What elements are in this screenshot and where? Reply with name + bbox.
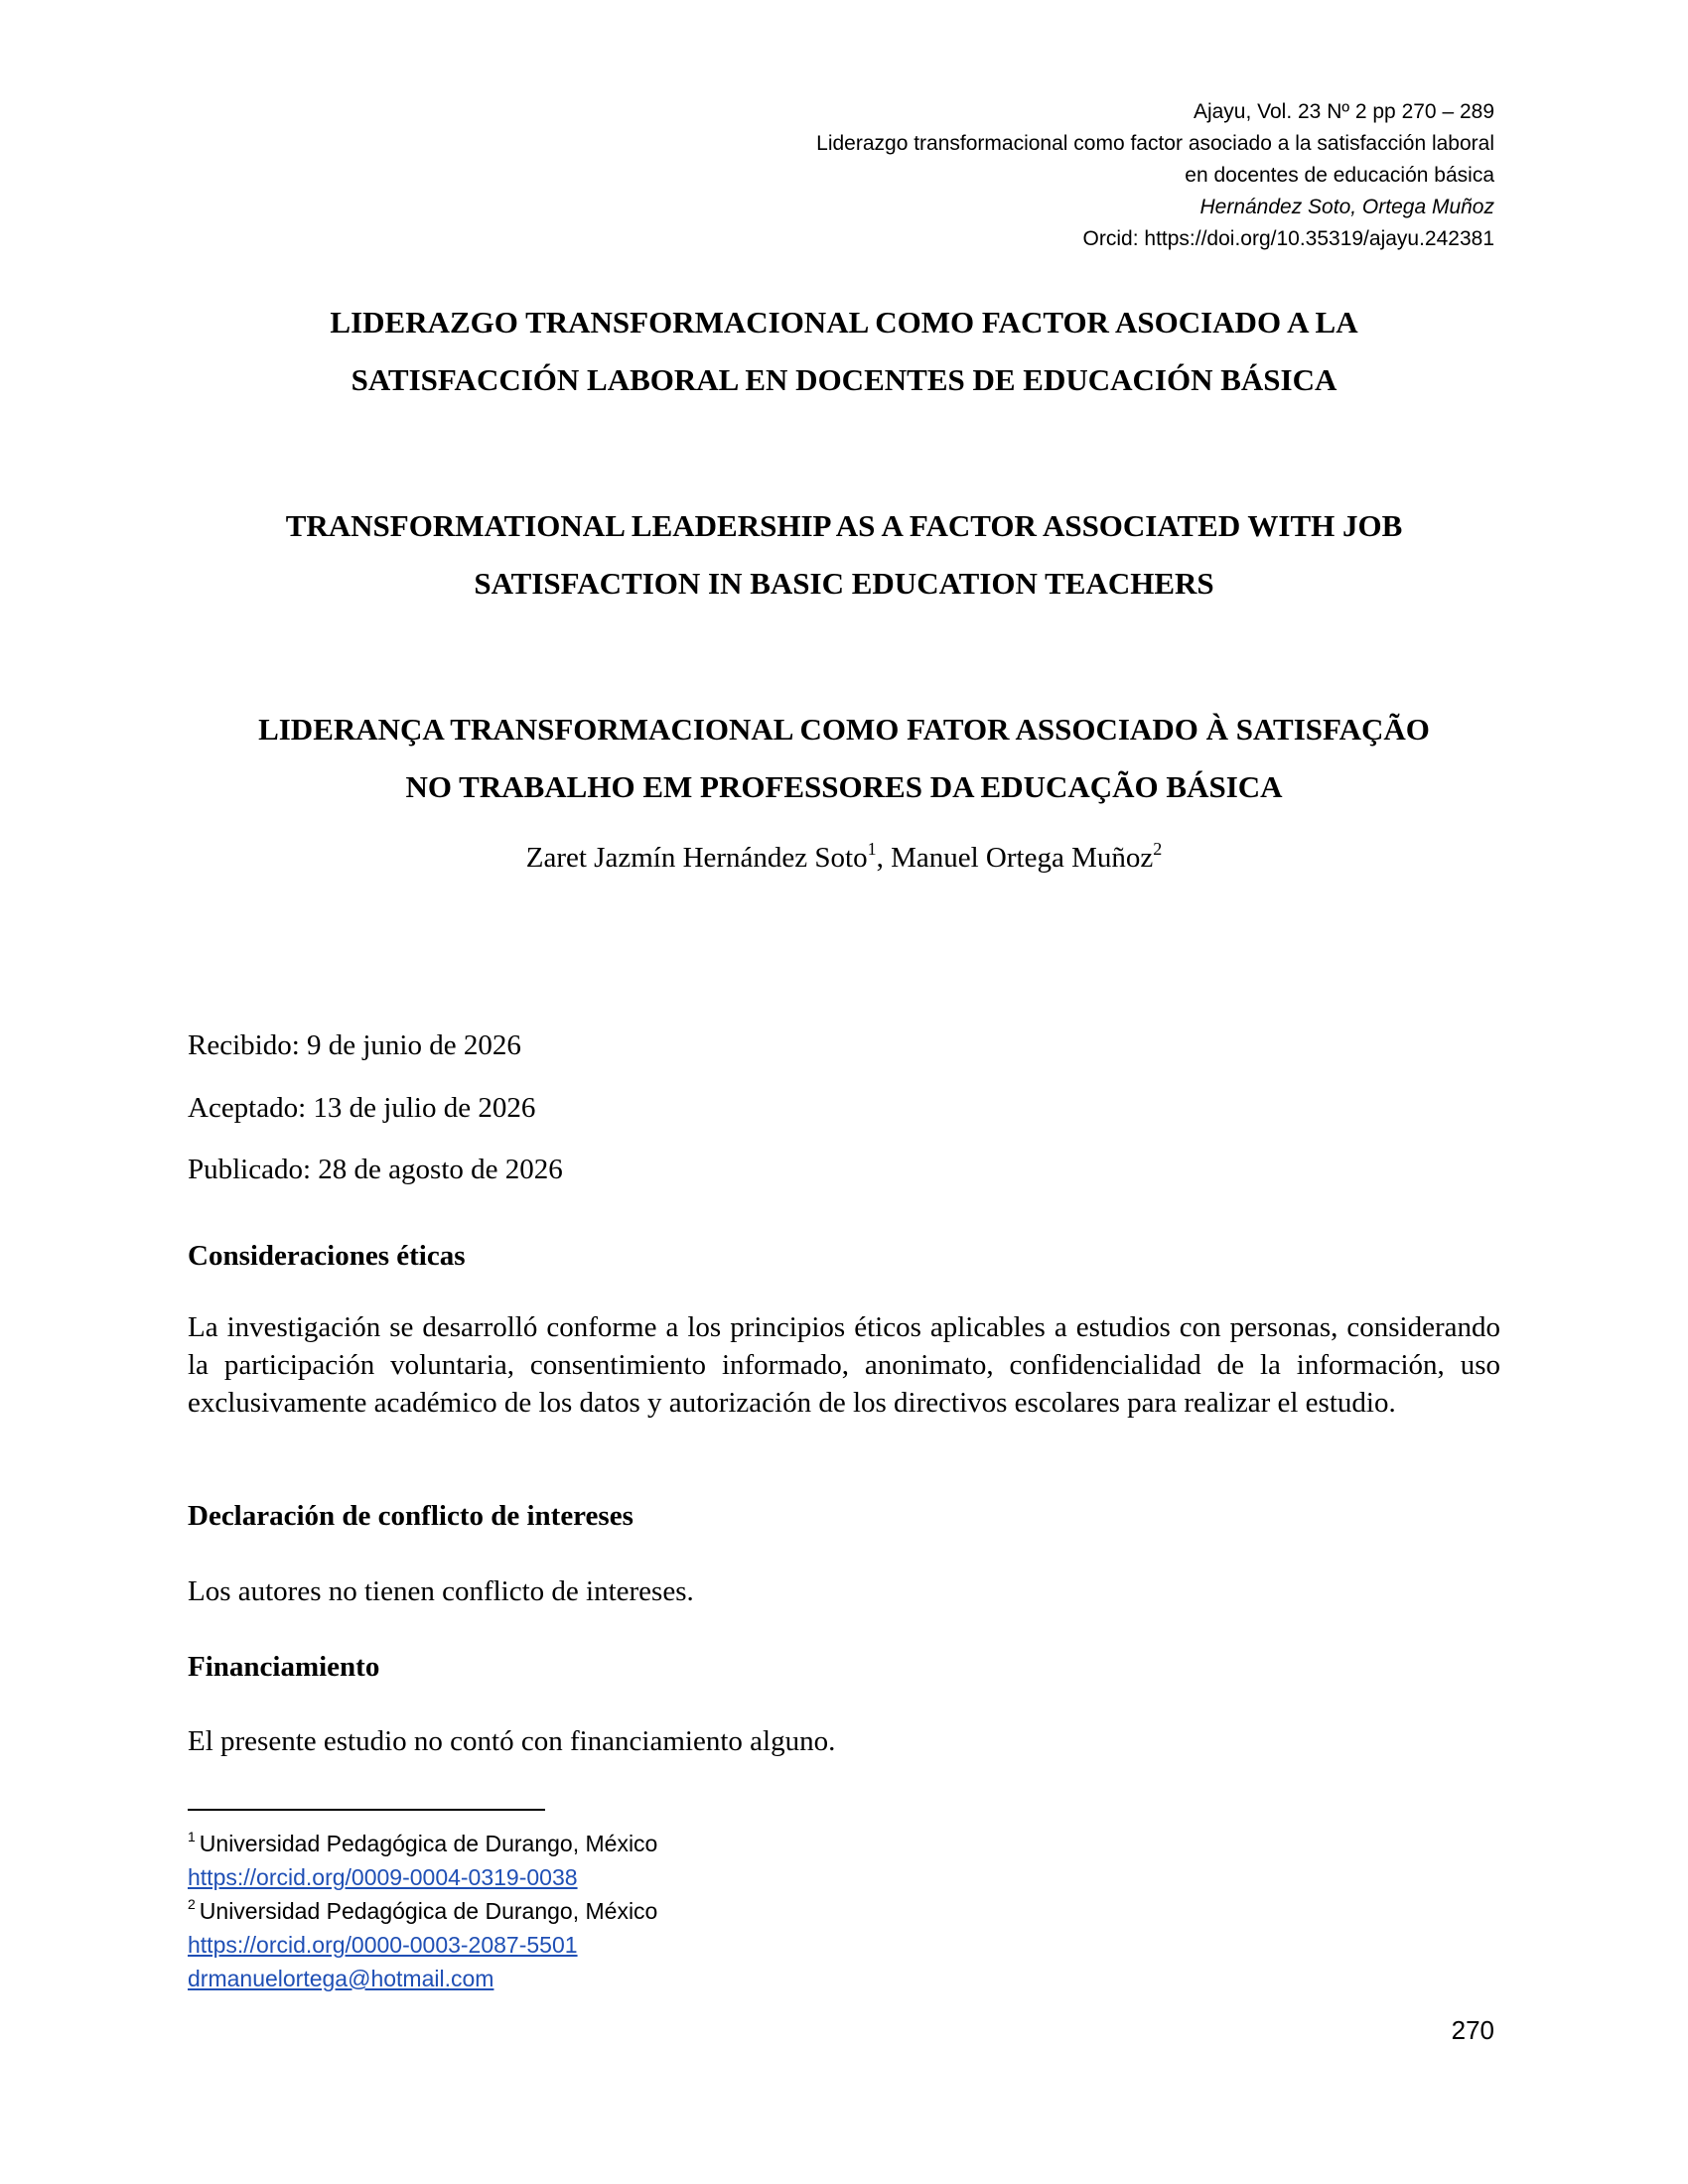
title-english — [159, 497, 1529, 613]
received-date: Recibido: 9 de junio de 2026 — [188, 1029, 521, 1061]
title-spanish-line-1: LIDERAZGO TRANSFORMACIONAL COMO FACTOR ASOCIADO A LA — [330, 305, 1358, 340]
footnotes — [188, 1827, 982, 1995]
footnote-1-mark: 1 — [188, 1829, 196, 1844]
title-portuguese-line-2: NO TRABALHO EM PROFESSORES DA EDUCAÇÃO BÁSICA — [405, 769, 1283, 804]
page-number: 270 — [1451, 2015, 1494, 2045]
footnote-2-email-link[interactable]: drmanuelortega@hotmail.com — [188, 1966, 494, 1991]
footnote-2 — [188, 1894, 982, 1928]
title-portuguese — [159, 701, 1529, 816]
footnote-2-orcid-link[interactable]: https://orcid.org/0000-0003-2087-5501 — [188, 1932, 578, 1958]
title-portuguese-line-1: LIDERANÇA TRANSFORMACIONAL COMO FATOR ASSOCIADO À SATISFAÇÃO — [258, 712, 1430, 747]
funding-paragraph: El presente estudio no contó con financiamiento alguno. — [188, 1725, 836, 1757]
author-separator: , — [876, 842, 892, 874]
footnote-2-affiliation: Universidad Pedagógica de Durango, México — [199, 1898, 658, 1924]
title-spanish — [159, 294, 1529, 409]
title-english-line-1: TRANSFORMATIONAL LEADERSHIP AS A FACTOR ASSOCIATED WITH JOB — [285, 508, 1403, 543]
title-spanish-line-2: SATISFACCIÓN LABORAL EN DOCENTES DE EDUCACIÓN BÁSICA — [351, 362, 1337, 397]
journal-citation: Ajayu, Vol. 23 Nº 2 pp 270 – 289 — [1193, 100, 1494, 123]
footnote-1-affiliation: Universidad Pedagógica de Durango, México — [199, 1831, 658, 1856]
footnote-separator — [188, 1809, 545, 1811]
author-1: Zaret Jazmín Hernández Soto — [525, 842, 868, 874]
footnote-2-mark: 2 — [188, 1896, 196, 1912]
ethics-paragraph: La investigación se desarrolló conforme a los principios éticos aplicables a estudios con personas, considerando la participación voluntaria, consentimiento informado, anonimato, confidencialidad de la información, uso exclusivamente académico de los datos y autorización de los directivos escolares para realizar el estudio. — [188, 1311, 1500, 1419]
running-title-line-2: en docentes de educación básica — [1185, 164, 1494, 187]
author-2-footnote-mark[interactable]: 2 — [1153, 839, 1163, 859]
title-english-line-2: SATISFACTION IN BASIC EDUCATION TEACHERS — [474, 566, 1214, 601]
author-2: Manuel Ortega Muñoz — [891, 842, 1154, 874]
published-date: Publicado: 28 de agosto de 2026 — [188, 1154, 563, 1185]
running-header — [601, 96, 1494, 255]
running-authors: Hernández Soto, Ortega Muñoz — [1199, 196, 1494, 218]
accepted-date: Aceptado: 13 de julio de 2026 — [188, 1092, 536, 1124]
funding-heading: Financiamiento — [188, 1651, 380, 1683]
footnote-1-orcid-link[interactable]: https://orcid.org/0009-0004-0319-0038 — [188, 1864, 578, 1890]
conflict-paragraph: Los autores no tienen conflicto de intereses. — [188, 1575, 694, 1607]
author-list — [159, 839, 1529, 877]
author-1-footnote-mark[interactable]: 1 — [867, 839, 877, 859]
footnote-1 — [188, 1827, 982, 1860]
running-title-line-1: Liderazgo transformacional como factor asociado a la satisfacción laboral — [816, 132, 1494, 155]
conflict-heading: Declaración de conflicto de intereses — [188, 1500, 633, 1532]
doi-line: Orcid: https://doi.org/10.35319/ajayu.242381 — [1082, 227, 1494, 250]
ethics-heading: Consideraciones éticas — [188, 1240, 466, 1272]
